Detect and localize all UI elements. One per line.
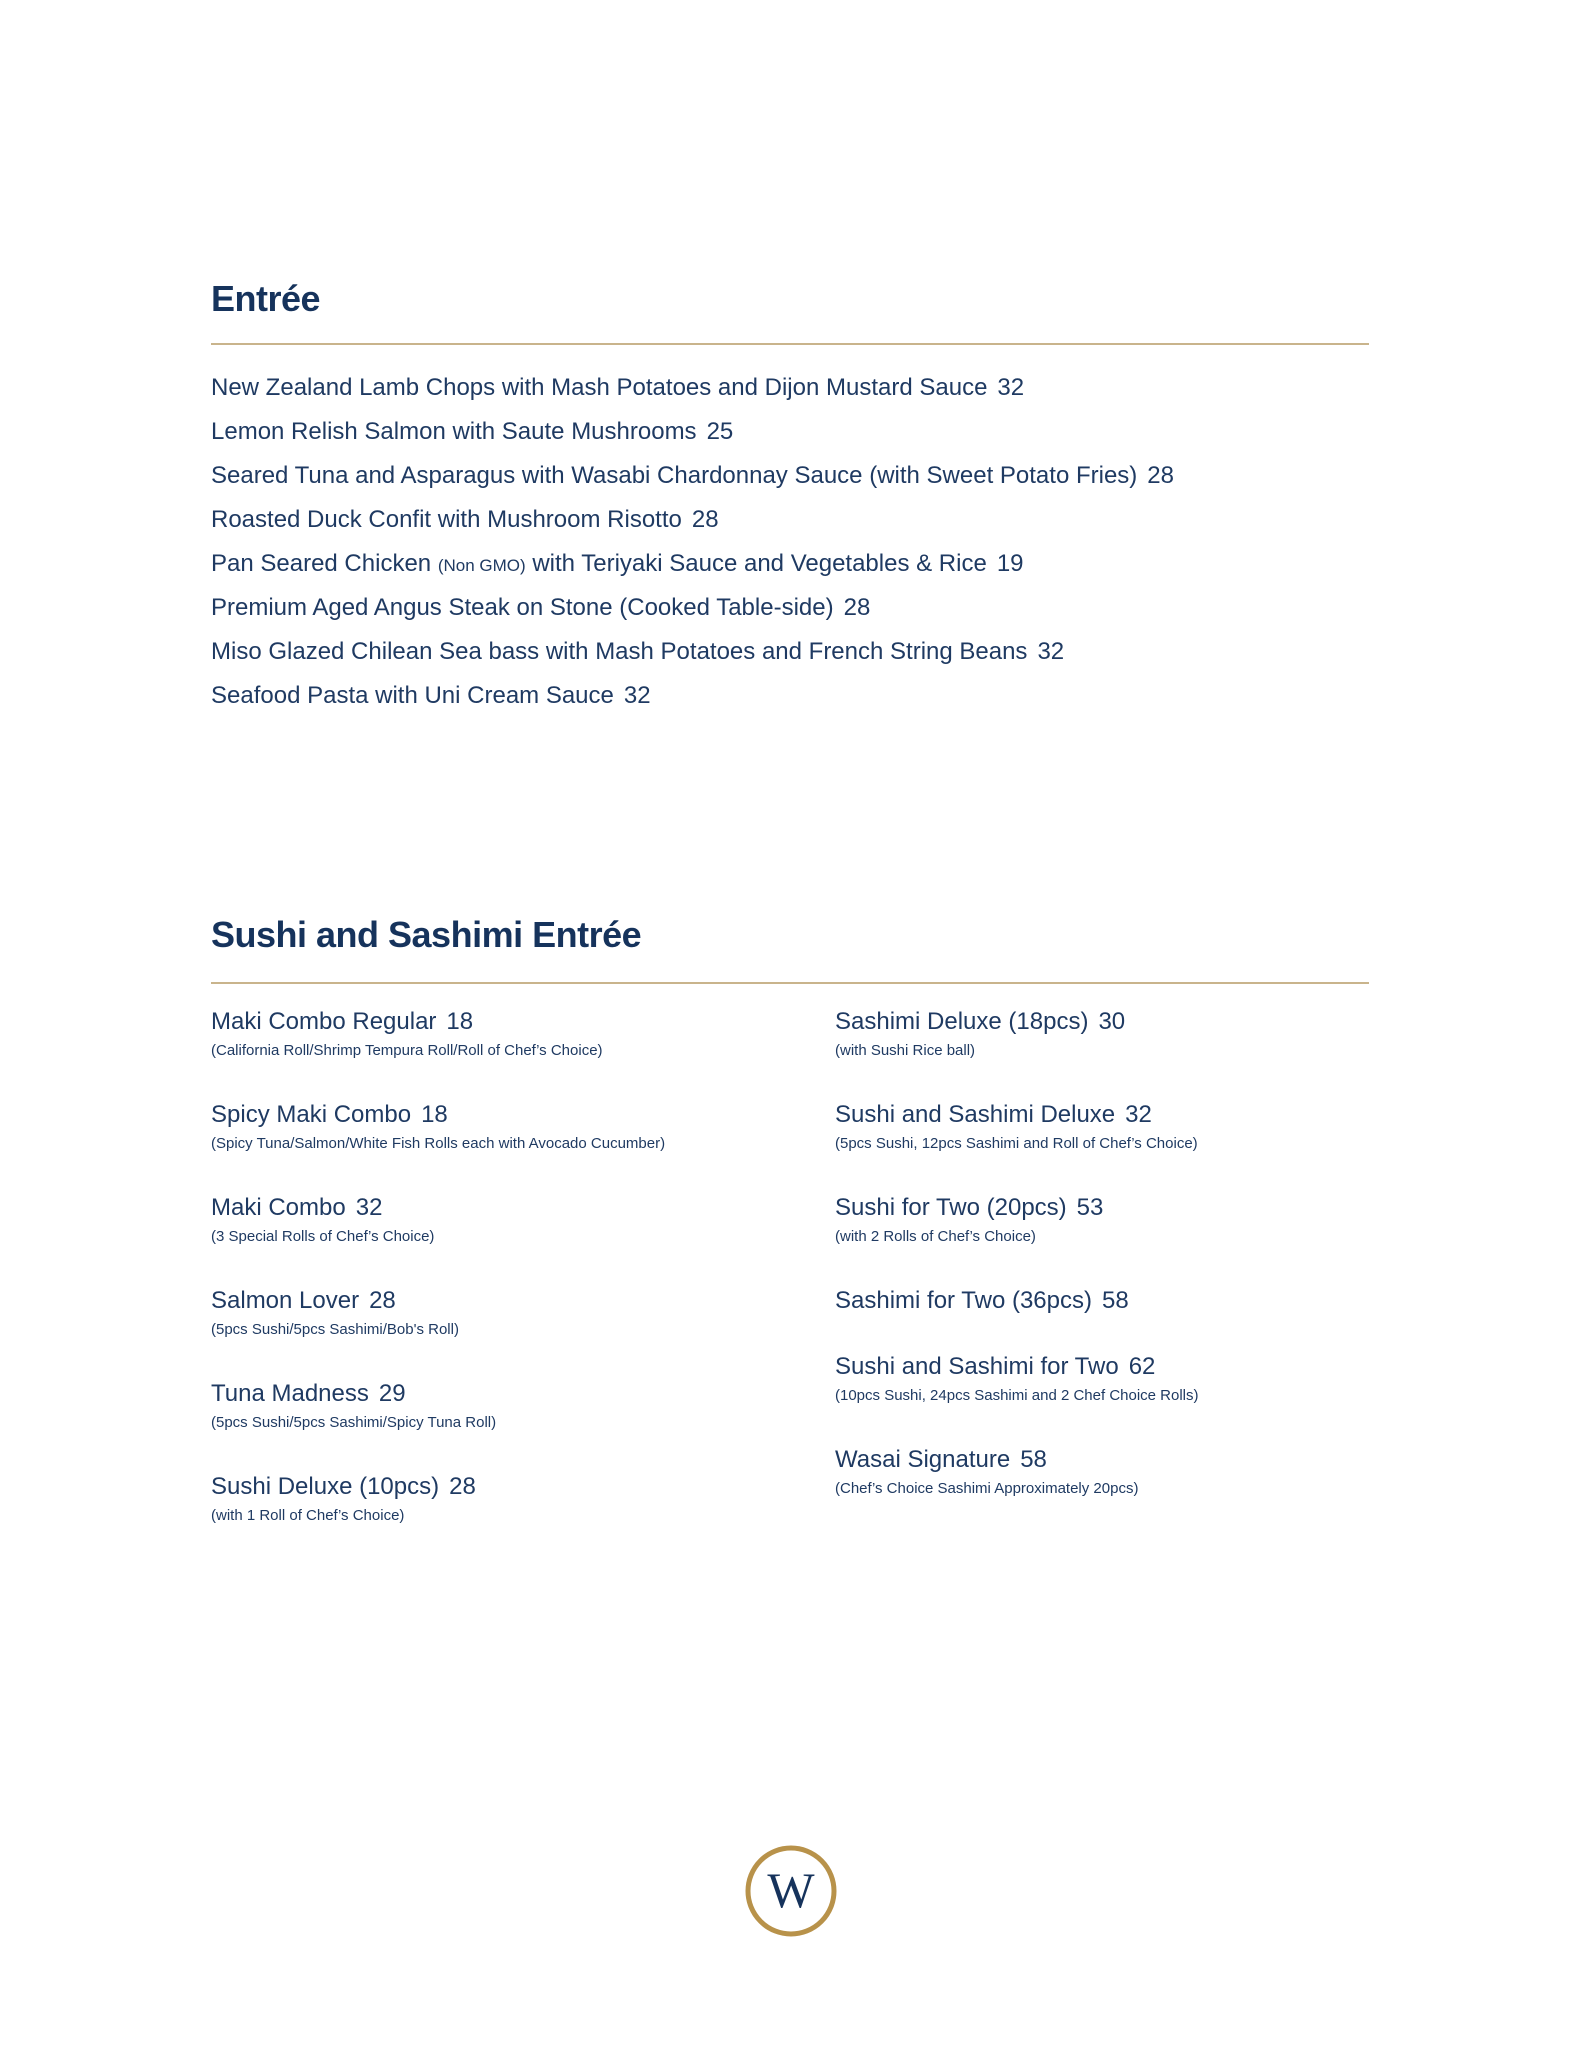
list-item xyxy=(211,1096,665,1189)
list-item xyxy=(211,498,1174,542)
item-name: Spicy Maki Combo xyxy=(211,1101,412,1128)
item-name: Salmon Lover xyxy=(211,1287,360,1314)
list-item xyxy=(835,1096,1199,1189)
list-item xyxy=(211,586,1174,630)
item-description: (Chef’s Choice Sashimi Approximately 20pcs) xyxy=(835,1480,1139,1497)
item-price: 25 xyxy=(706,418,734,445)
item-price: 58 xyxy=(1101,1287,1129,1314)
item-description: (3 Special Rolls of Chef’s Choice) xyxy=(211,1228,435,1245)
sushi-title: Sushi and Sashimi Entrée xyxy=(211,914,642,955)
item-name-line xyxy=(211,1468,665,1506)
item-description: (5pcs Sushi, 12pcs Sashimi and Roll of Chef’s Choice) xyxy=(835,1135,1198,1152)
item-name-line xyxy=(211,1375,665,1413)
item-name: Sashimi for Two (36pcs) xyxy=(835,1287,1092,1314)
sushi-right-column xyxy=(835,1003,1199,1534)
list-item xyxy=(211,1282,665,1375)
item-name-line xyxy=(835,1441,1199,1479)
item-description: (5pcs Sushi/5pcs Sashimi/Spicy Tuna Roll) xyxy=(211,1414,497,1431)
sushi-divider xyxy=(211,982,1369,984)
list-item xyxy=(211,1003,665,1096)
list-item xyxy=(835,1003,1199,1096)
w-logo-icon xyxy=(744,1844,838,1938)
item-description: (10pcs Sushi, 24pcs Sashimi and 2 Chef Choice Rolls) xyxy=(835,1387,1199,1404)
item-name-line xyxy=(835,1003,1199,1041)
item-name-line xyxy=(211,1096,665,1134)
item-description: (Spicy Tuna/Salmon/White Fish Rolls each with Avocado Cucumber) xyxy=(211,1135,666,1152)
item-name-line xyxy=(835,1348,1199,1386)
item-price: 19 xyxy=(996,550,1024,577)
item-name-continued: with Teriyaki Sauce and Vegetables & Rice xyxy=(532,550,987,577)
item-name: Wasai Signature xyxy=(835,1446,1011,1473)
item-name-line xyxy=(835,1282,1199,1320)
item-price: 62 xyxy=(1128,1353,1156,1380)
item-name: Roasted Duck Confit with Mushroom Risotto xyxy=(211,506,682,533)
item-description: (with 1 Roll of Chef’s Choice) xyxy=(211,1507,405,1524)
list-item xyxy=(211,366,1174,410)
item-price: 28 xyxy=(369,1287,396,1314)
item-price: 28 xyxy=(843,594,871,621)
item-price: 18 xyxy=(421,1101,448,1128)
item-name: Seared Tuna and Asparagus with Wasabi Chardonnay Sauce (with Sweet Potato Fries) xyxy=(211,462,1138,489)
list-item xyxy=(835,1282,1199,1348)
item-price: 32 xyxy=(997,374,1025,401)
item-name-line xyxy=(211,1282,665,1320)
item-name: Pan Seared Chicken xyxy=(211,550,432,577)
list-item xyxy=(211,410,1174,454)
list-item xyxy=(211,1468,665,1561)
item-price: 18 xyxy=(446,1008,474,1035)
item-price: 32 xyxy=(355,1194,383,1221)
item-price: 32 xyxy=(1037,638,1065,665)
item-name: Premium Aged Angus Steak on Stone (Cooked Table-side) xyxy=(211,594,834,621)
item-description: (5pcs Sushi/5pcs Sashimi/Bob's Roll) xyxy=(211,1321,459,1338)
item-name: New Zealand Lamb Chops with Mash Potatoes and Dijon Mustard Sauce xyxy=(211,374,988,401)
item-name-line xyxy=(835,1189,1199,1227)
entree-divider xyxy=(211,343,1369,345)
list-item xyxy=(835,1441,1199,1534)
sushi-left-column xyxy=(211,1003,665,1561)
item-name: Sushi for Two (20pcs) xyxy=(835,1194,1067,1221)
item-name: Sashimi Deluxe (18pcs) xyxy=(835,1008,1089,1035)
item-name: Seafood Pasta with Uni Cream Sauce xyxy=(211,682,614,709)
item-price: 28 xyxy=(691,506,719,533)
item-name-line xyxy=(211,1003,665,1041)
list-item xyxy=(835,1189,1199,1282)
item-price: 53 xyxy=(1076,1194,1104,1221)
entree-list xyxy=(211,366,1174,718)
item-description: (with Sushi Rice ball) xyxy=(835,1042,976,1059)
item-price: 32 xyxy=(623,682,651,709)
item-price: 28 xyxy=(449,1473,476,1500)
item-name: Lemon Relish Salmon with Saute Mushrooms xyxy=(211,418,697,445)
list-item xyxy=(211,1189,665,1282)
item-name: Tuna Madness xyxy=(211,1380,369,1407)
item-name: Maki Combo Regular xyxy=(211,1008,437,1035)
item-note: (Non GMO) xyxy=(437,556,526,575)
item-price: 30 xyxy=(1098,1008,1126,1035)
list-item xyxy=(211,454,1174,498)
item-name-line xyxy=(835,1096,1199,1134)
item-name-line xyxy=(211,1189,665,1227)
item-name: Sushi and Sashimi Deluxe xyxy=(835,1101,1116,1128)
list-item xyxy=(211,674,1174,718)
item-name: Sushi Deluxe (10pcs) xyxy=(211,1473,440,1500)
list-item xyxy=(211,630,1174,674)
item-name: Miso Glazed Chilean Sea bass with Mash Potatoes and French String Beans xyxy=(211,638,1028,665)
item-description: (California Roll/Shrimp Tempura Roll/Roll of Chef’s Choice) xyxy=(211,1042,603,1059)
item-price: 29 xyxy=(378,1380,406,1407)
item-price: 28 xyxy=(1147,462,1174,489)
item-name: Sushi and Sashimi for Two xyxy=(835,1353,1119,1380)
logo-letter: W xyxy=(767,1862,815,1918)
item-name: Maki Combo xyxy=(211,1194,346,1221)
list-item xyxy=(211,1375,665,1468)
item-price: 58 xyxy=(1020,1446,1047,1473)
list-item xyxy=(211,542,1174,586)
list-item xyxy=(835,1348,1199,1441)
item-description: (with 2 Rolls of Chef’s Choice) xyxy=(835,1228,1036,1245)
item-price: 32 xyxy=(1125,1101,1152,1128)
entree-title: Entrée xyxy=(211,278,321,319)
